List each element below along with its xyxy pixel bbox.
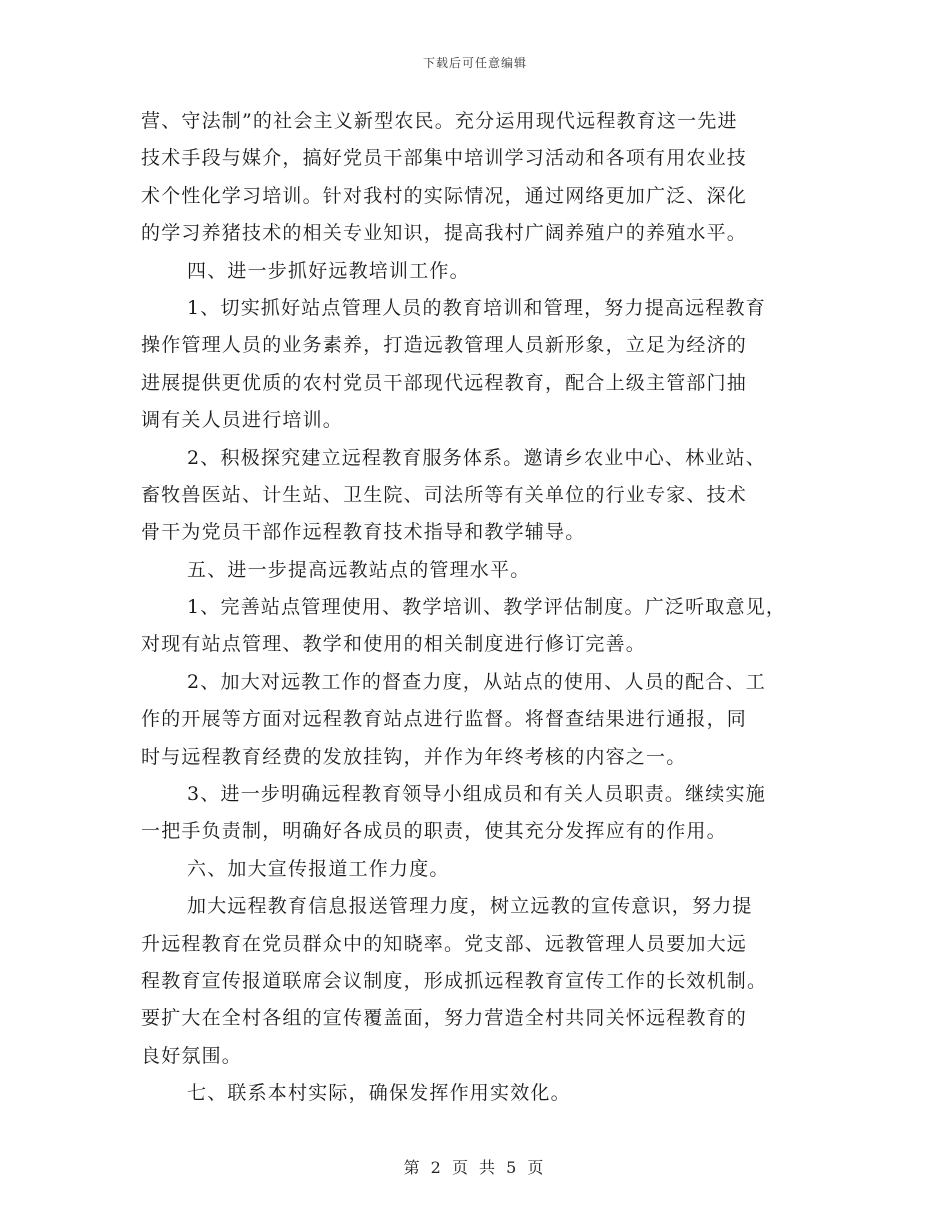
text-line: 一把手负责制，明确好各成员的职责，使其充分发挥应有的作用。 — [141, 820, 727, 843]
text-line: 营、守法制”的社会主义新型农民。充分运用现代远程教育这一先进 — [141, 110, 738, 132]
text-line: 技术手段与媒介，搞好党员干部集中培训学习活动和各项有用农业技 — [141, 147, 748, 170]
text-line: 要扩大在全村各组的宣传覆盖面，努力营造全村共同关怀远程教育的 — [141, 1007, 748, 1030]
text-line: 对现有站点管理、教学和使用的相关制度进行修订完善。 — [141, 633, 647, 656]
document-body — [141, 103, 811, 1113]
text-line: 六、加大宣传报道工作力度。 — [187, 857, 450, 880]
page-header: 下载后可任意编辑 — [422, 56, 527, 70]
text-line: 1、切实抓好站点管理人员的教育培训和管理，努力提高远程教育 — [187, 296, 766, 319]
text-line: 2、加大对远教工作的督查力度，从站点的使用、人员的配合、工 — [187, 670, 766, 693]
text-line: 的学习养猪技术的相关专业知识，提高我村广阔养殖户的养殖水平。 — [141, 222, 748, 245]
text-line: 加大远程教育信息报送管理力度，树立远教的宣传意识，努力提 — [187, 895, 753, 918]
page-footer: 第 2 页 共 5 页 — [403, 1158, 547, 1177]
text-line: 骨干为党员干部作远程教育技术指导和教学辅导。 — [141, 521, 586, 544]
text-line: 进展提供更优质的农村党员干部现代远程教育，配合上级主管部门抽 — [141, 371, 748, 394]
text-line: 升远程教育在党员群众中的知晓率。党支部、远教管理人员要加大远 — [141, 932, 748, 955]
text-line: 作的开展等方面对远程教育站点进行监督。将督查结果进行通报，同 — [141, 708, 748, 731]
text-line: 1、完善站点管理使用、教学培训、教学评估制度。广泛听取意见， — [187, 596, 787, 619]
text-line: 3、进一步明确远程教育领导小组成员和有关人员职责。继续实施 — [187, 783, 766, 806]
text-line: 程教育宣传报道联席会议制度，形成抓远程教育宣传工作的长效机制。 — [141, 969, 768, 992]
text-line: 术个性化学习培训。针对我村的实际情况，通过网络更加广泛、深化 — [141, 184, 748, 207]
text-line: 2、积极探究建立远程教育服务体系。邀请乡农业中心、林业站、 — [187, 446, 766, 469]
text-line: 良好氛围。 — [141, 1044, 243, 1067]
text-line: 调有关人员进行培训。 — [141, 409, 344, 432]
text-line: 时与远程教育经费的发放挂钩，并作为年终考核的内容之一。 — [141, 745, 687, 768]
text-line: 四、进一步抓好远教培训工作。 — [187, 259, 470, 282]
text-line: 畜牧兽医站、计生站、卫生院、司法所等有关单位的行业专家、技术 — [141, 483, 748, 506]
text-line: 七、联系本村实际，确保发挥作用实效化。 — [187, 1082, 571, 1105]
text-line: 操作管理人员的业务素养，打造远教管理人员新形象，立足为经济的 — [141, 334, 748, 357]
text-line: 五、进一步提高远教站点的管理水平。 — [187, 558, 531, 581]
